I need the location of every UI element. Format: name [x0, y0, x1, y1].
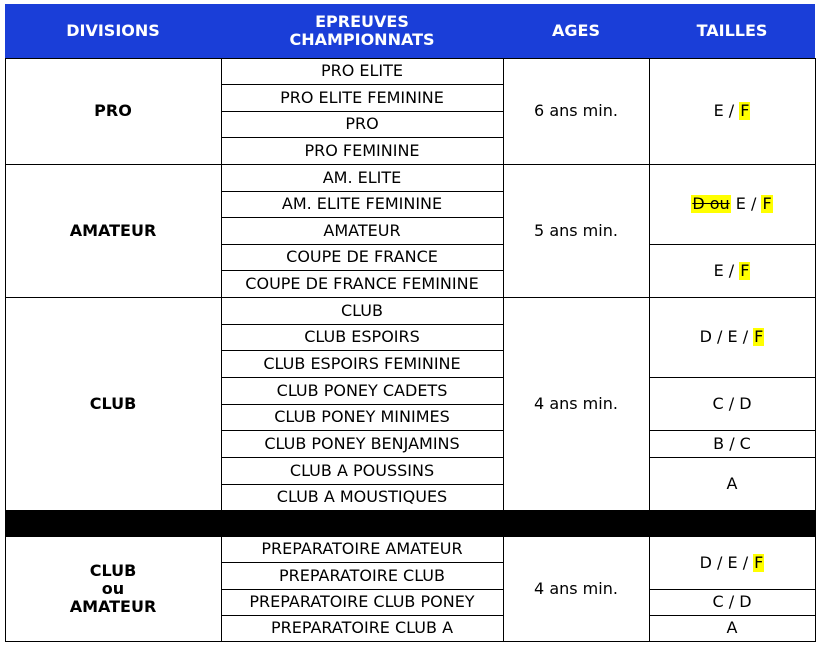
row-line — [221, 430, 503, 431]
epreuve-row — [221, 137, 503, 164]
column-line — [5, 164, 6, 298]
column-line — [221, 536, 222, 642]
taille-cell — [649, 377, 815, 430]
column-line — [503, 164, 504, 298]
column-line — [503, 58, 504, 165]
age-cell — [503, 297, 649, 510]
column-line — [815, 297, 816, 511]
group-top-line — [5, 58, 816, 59]
row-line — [221, 324, 503, 325]
taille-line — [649, 615, 815, 616]
row-line — [221, 404, 503, 405]
group-top-line — [5, 164, 816, 165]
taille-cell — [649, 430, 815, 457]
division-label-line: CLUB — [89, 560, 137, 580]
epreuve-label: COUPE DE FRANCE — [286, 247, 438, 266]
epreuve-label: PRO ELITE — [320, 61, 404, 80]
division-label-line: ou — [101, 578, 125, 598]
epreuve-label: AMATEUR — [323, 220, 401, 240]
row-line — [221, 244, 503, 245]
taille-text: A — [726, 618, 738, 637]
row-line — [221, 191, 503, 192]
taille-highlight: F — [754, 552, 764, 572]
column-line — [649, 536, 650, 642]
epreuve-label: CLUB ESPOIRS FEMININE — [263, 353, 461, 373]
epreuve-row — [221, 324, 503, 350]
epreuve-row — [221, 58, 503, 84]
epreuve-row — [221, 350, 503, 377]
row-line — [221, 562, 503, 563]
taille-cell — [649, 589, 815, 615]
row-line — [221, 270, 503, 271]
epreuve-row — [221, 404, 503, 430]
division-cell — [5, 164, 221, 297]
epreuve-row — [221, 484, 503, 510]
group-bottom-line — [5, 510, 816, 511]
group-top-line — [5, 536, 816, 537]
epreuve-label: CLUB PONEY BENJAMINS — [264, 433, 460, 453]
epreuve-row — [221, 270, 503, 297]
epreuve-label: PREPARATOIRE CLUB PONEY — [249, 592, 475, 611]
taille-highlight: F — [762, 194, 772, 213]
epreuve-label: COUPE DE FRANCE FEMININE — [245, 273, 479, 293]
column-line — [815, 164, 816, 298]
taille-text: E / — [713, 101, 740, 120]
row-line — [221, 84, 503, 85]
taille-line — [649, 377, 815, 378]
division-label-line: AMATEUR — [69, 596, 157, 616]
header-divisions-label: DIVISIONS — [66, 21, 160, 40]
epreuve-label: CLUB — [341, 300, 383, 320]
separator-bar — [5, 510, 816, 536]
taille-cell — [649, 615, 815, 641]
taille-line — [649, 457, 815, 458]
taille-highlight: F — [740, 260, 750, 280]
age-label: 4 ans min. — [534, 393, 618, 413]
taille-text: D / E / — [699, 327, 754, 346]
taille-line — [649, 589, 815, 590]
epreuve-label: AM. ELITE FEMININE — [281, 194, 443, 213]
column-line — [649, 297, 650, 511]
age-cell — [503, 58, 649, 164]
epreuve-label: PREPARATOIRE AMATEUR — [261, 539, 463, 558]
taille-text: E / — [713, 260, 740, 280]
header-divisions — [5, 4, 221, 58]
taille-cell — [649, 536, 815, 589]
taille-text: C / D — [712, 592, 752, 611]
taille-highlight: F — [754, 327, 764, 346]
epreuve-row — [221, 430, 503, 457]
epreuve-label: CLUB A MOUSTIQUES — [276, 487, 448, 506]
epreuve-row — [221, 536, 503, 562]
header-tailles — [649, 4, 815, 58]
column-line — [815, 536, 816, 642]
column-line — [5, 297, 6, 511]
column-line — [221, 164, 222, 298]
header-epreuves-line1: EPREUVES — [315, 12, 409, 31]
taille-cell — [649, 244, 815, 297]
row-line — [221, 350, 503, 351]
row-line — [221, 217, 503, 218]
epreuve-label: CLUB A POUSSINS — [289, 460, 435, 480]
row-line — [221, 615, 503, 616]
column-line — [649, 58, 650, 165]
taille-cell — [649, 58, 815, 164]
taille-line — [649, 244, 815, 245]
header-epreuves-line2: CHAMPIONNATS — [289, 30, 435, 49]
epreuve-row — [221, 244, 503, 270]
epreuve-row — [221, 615, 503, 641]
epreuve-label: PRO — [345, 114, 379, 133]
taille-highlight: F — [740, 101, 750, 120]
epreuve-row — [221, 217, 503, 244]
epreuve-row — [221, 589, 503, 615]
group-bottom-line — [5, 641, 816, 642]
header-ages-label: AGES — [552, 21, 600, 40]
epreuve-row — [221, 297, 503, 324]
epreuve-row — [221, 84, 503, 111]
division-label: PRO — [94, 101, 132, 120]
row-line — [221, 589, 503, 590]
epreuve-row — [221, 562, 503, 589]
taille-cell — [649, 164, 815, 244]
taille-text: D / E / — [699, 552, 754, 572]
age-cell — [503, 164, 649, 297]
group-top-line — [5, 297, 816, 298]
epreuve-label: CLUB ESPOIRS — [304, 327, 420, 346]
age-label: 4 ans min. — [534, 578, 618, 598]
epreuve-label: PREPARATOIRE CLUB — [279, 565, 445, 585]
epreuve-row — [221, 457, 503, 484]
epreuve-row — [221, 191, 503, 217]
epreuve-label: PRO FEMININE — [304, 140, 420, 160]
age-cell — [503, 536, 649, 641]
row-line — [221, 137, 503, 138]
header-ages — [503, 4, 649, 58]
column-line — [5, 58, 6, 165]
division-cell — [5, 297, 221, 510]
column-line — [649, 164, 650, 298]
epreuve-label: PRO ELITE FEMININE — [280, 87, 444, 107]
taille-cell — [649, 297, 815, 377]
row-line — [221, 457, 503, 458]
division-cell — [5, 58, 221, 164]
header-tailles-label: TAILLES — [696, 21, 768, 40]
epreuve-label: PREPARATOIRE CLUB A — [270, 618, 454, 637]
division-label: CLUB — [89, 393, 137, 413]
row-line — [221, 484, 503, 485]
column-line — [815, 58, 816, 165]
epreuve-row — [221, 164, 503, 191]
division-label: AMATEUR — [69, 220, 157, 240]
age-label: 6 ans min. — [534, 101, 618, 120]
column-line — [503, 297, 504, 511]
column-line — [221, 58, 222, 165]
column-line — [221, 297, 222, 511]
row-line — [221, 377, 503, 378]
epreuve-label: CLUB PONEY MINIMES — [274, 407, 450, 426]
taille-text: C / D — [712, 393, 752, 413]
age-label: 5 ans min. — [534, 220, 618, 240]
epreuve-row — [221, 111, 503, 137]
taille-text: E / — [730, 194, 762, 213]
column-line — [5, 536, 6, 642]
header-epreuves — [221, 4, 503, 58]
epreuve-label: AM. ELITE — [322, 167, 402, 187]
row-line — [221, 111, 503, 112]
epreuve-row — [221, 377, 503, 404]
epreuve-label: CLUB PONEY CADETS — [276, 380, 448, 400]
column-line — [503, 536, 504, 642]
taille-text: A — [726, 473, 738, 493]
taille-text: B / C — [713, 433, 751, 453]
taille-cell — [649, 457, 815, 510]
taille-struck-text: D ou — [692, 194, 730, 213]
division-cell — [5, 536, 221, 641]
taille-line — [649, 430, 815, 431]
